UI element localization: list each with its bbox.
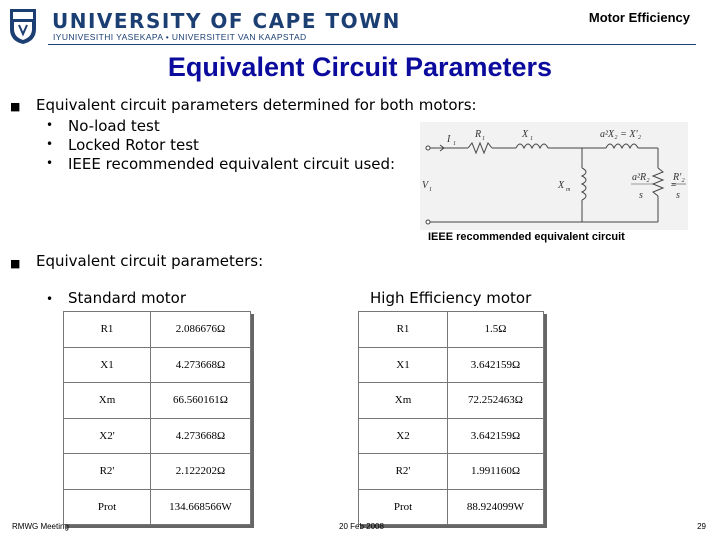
table-row (64, 418, 251, 454)
sub-item-no-load: No-load test (68, 117, 160, 135)
label-xm-sub: m (566, 187, 571, 193)
sub-item-ieee: IEEE recommended equivalent circuit used: (68, 155, 396, 173)
label-r1-sub: 1 (482, 136, 485, 142)
uct-crest-logo (8, 7, 38, 45)
param-cell: X2 (359, 418, 448, 454)
sub-item-locked-rotor: Locked Rotor test (68, 136, 199, 154)
value-cell: 3.642159Ω (448, 347, 544, 383)
bullet-2-text: Equivalent circuit parameters: (36, 252, 264, 270)
sub-bullet-marker: • (46, 137, 54, 151)
table-row (64, 347, 251, 383)
footer-page-number: 29 (697, 522, 706, 531)
table-row (64, 489, 251, 525)
bullet-1-text: Equivalent circuit parameters determined for both motors: (36, 96, 477, 114)
param-cell: R2' (64, 454, 151, 490)
table-row (359, 312, 544, 348)
label-r1: R (475, 129, 482, 140)
label-r2-prime: R'₂ (673, 172, 685, 183)
param-cell: Xm (64, 383, 151, 419)
label-s1: s (639, 190, 643, 201)
standard-motor-label: Standard motor (68, 289, 187, 307)
label-x1-sub: 1 (530, 136, 533, 142)
table-row (359, 418, 544, 454)
value-cell: 134.668566W (151, 489, 251, 525)
table-row (359, 347, 544, 383)
label-i1: I (447, 134, 451, 145)
slide-topic: Motor Efficiency (588, 10, 690, 25)
sub-bullet-marker: • (46, 156, 54, 170)
table-row (64, 383, 251, 419)
sub-bullet-marker: • (46, 292, 54, 306)
label-x1: X (522, 129, 529, 140)
figure-caption: IEEE recommended equivalent circuit (428, 231, 625, 243)
param-cell: X2' (64, 418, 151, 454)
university-subtitle: IYUNIVESITHI YASEKAPA • UNIVERSITEIT VAN KAAPSTAD (53, 32, 307, 42)
slide-title: Equivalent Circuit Parameters (167, 52, 553, 82)
label-equals: = (670, 180, 677, 191)
param-cell: Xm (359, 383, 448, 419)
param-cell: Prot (359, 489, 448, 525)
value-cell: 4.273668Ω (151, 418, 251, 454)
high-efficiency-motor-label: High Efficiency motor (370, 289, 532, 307)
high-efficiency-motor-table (358, 311, 544, 525)
param-cell: R1 (64, 312, 151, 348)
label-v1: V (422, 180, 429, 191)
label-v1-sub: 1 (429, 187, 432, 193)
label-r2: a²R₂ (632, 172, 650, 183)
sub-bullet-marker: • (46, 118, 54, 132)
label-s2: s (676, 190, 680, 201)
standard-motor-table (63, 311, 251, 525)
value-cell: 2.086676Ω (151, 312, 251, 348)
table-row (359, 383, 544, 419)
param-cell: Prot (64, 489, 151, 525)
table-row (64, 312, 251, 348)
value-cell: 66.560161Ω (151, 383, 251, 419)
value-cell: 4.273668Ω (151, 347, 251, 383)
equivalent-circuit-diagram (420, 122, 688, 230)
table-row (64, 454, 251, 490)
value-cell: 3.642159Ω (448, 418, 544, 454)
footer-meeting: RMWG Meeting (12, 522, 69, 531)
label-i1-sub: 1 (453, 141, 456, 147)
table-row (359, 489, 544, 525)
value-cell: 1.991160Ω (448, 454, 544, 490)
param-cell: R1 (359, 312, 448, 348)
footer-date: 20 Feb 2008 (339, 522, 384, 531)
label-x2: a²X₂ = X'₂ (600, 129, 642, 140)
value-cell: 2.122202Ω (151, 454, 251, 490)
value-cell: 72.252463Ω (448, 383, 544, 419)
table-row (359, 454, 544, 490)
university-name: UNIVERSITY OF CAPE TOWN (52, 9, 401, 33)
param-cell: R2' (359, 454, 448, 490)
bullet-marker: ■ (10, 257, 21, 270)
param-cell: X1 (359, 347, 448, 383)
value-cell: 88.924099W (448, 489, 544, 525)
label-xm: X (558, 180, 565, 191)
param-cell: X1 (64, 347, 151, 383)
header-divider (48, 44, 696, 45)
value-cell: 1.5Ω (448, 312, 544, 348)
bullet-marker: ■ (10, 100, 21, 113)
